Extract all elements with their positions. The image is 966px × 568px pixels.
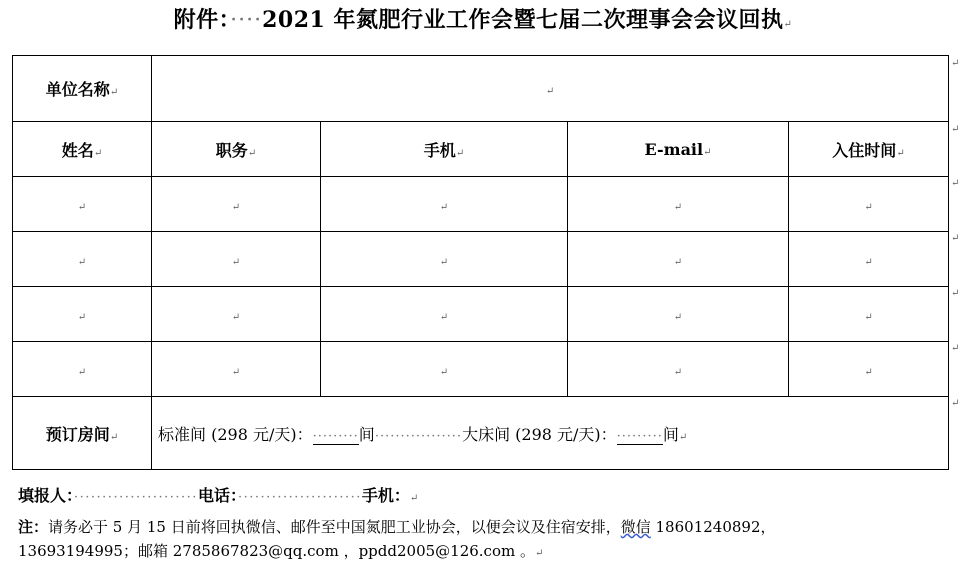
mobile-label: 手机： [361,486,410,505]
note-text-3: 13693194995；邮箱 2785867823@qq.com ，ppdd2005@126.com 。 [18,542,535,560]
row-end-mark-icon: ↵ [951,124,960,135]
wechat-label: 微信 [620,518,651,536]
table-row [13,287,949,342]
title-dots: ···· [230,8,263,33]
row-end-mark-icon: ↵ [951,58,960,69]
cell-mobile[interactable]: ↵ [321,177,568,232]
cell-position[interactable]: ↵ [152,232,321,287]
cell-name[interactable]: ↵ [13,177,152,232]
paragraph-mark-icon: ↵ [409,493,419,504]
cell-checkin-time[interactable]: ↵ [789,342,949,397]
double-room-label: 大床间 (298 元/天)： [462,424,617,444]
cell-mobile[interactable]: ↵ [321,232,568,287]
cell-email[interactable]: ↵ [568,177,789,232]
row-end-mark-icon: ↵ [951,398,960,409]
row-end-mark-icon: ↵ [951,178,960,189]
table-row [13,342,949,397]
reporter-info-line [18,483,418,506]
page-title [0,3,966,34]
cell-position[interactable]: ↵ [152,287,321,342]
receipt-form-table [12,55,949,470]
room-row [13,397,949,470]
cell-position[interactable]: ↵ [152,177,321,232]
header-checkin-time: 入住时间↵ [789,122,949,177]
standard-room-count-field[interactable]: ········· [312,428,359,444]
note-text-1: 请务必于 5 月 15 日前将回执微信、邮件至中国氮肥工业协会，以便会议及住宿安排， [48,518,621,536]
room-booking-cell [152,397,949,470]
unit-row [13,56,949,122]
header-mobile: 手机↵ [321,122,568,177]
cell-mobile[interactable]: ↵ [321,287,568,342]
row-end-mark-icon: ↵ [951,288,960,299]
paragraph-mark-icon: ↵ [783,19,793,30]
table-row [13,177,949,232]
phone-field[interactable]: ······················ [237,490,362,505]
cell-checkin-time[interactable]: ↵ [789,287,949,342]
double-room-count-field[interactable]: ········· [616,428,663,444]
unit-name-label: 单位名称↵ [13,56,152,122]
paragraph-mark-icon: ↵ [678,431,688,443]
notice-paragraph [18,515,948,566]
reporter-label: 填报人： [18,486,75,505]
row-end-mark-icon: ↵ [951,233,960,244]
cell-name[interactable]: ↵ [13,232,152,287]
cell-checkin-time[interactable]: ↵ [789,232,949,287]
cell-email[interactable]: ↵ [568,287,789,342]
phone-label: 电话： [197,486,238,505]
standard-room-label: 标准间 (298 元/天)： [158,424,313,444]
cell-position[interactable]: ↵ [152,342,321,397]
room-label: 预订房间↵ [13,397,152,470]
header-row [13,122,949,177]
title-main: 2021 年氮肥行业工作会暨七届二次理事会会议回执 [262,7,784,33]
row-end-mark-icon: ↵ [951,343,960,354]
header-name: 姓名↵ [13,122,152,177]
note-label: 注： [18,518,49,536]
paragraph-mark-icon: ↵ [534,548,544,559]
cell-email[interactable]: ↵ [568,342,789,397]
reporter-field[interactable]: ······················ [74,490,198,505]
double-room-unit: 间 [662,424,679,444]
standard-room-unit: 间 [358,424,375,444]
title-prefix: 附件： [173,7,231,33]
header-email: E-mail↵ [568,122,789,177]
cell-name[interactable]: ↵ [13,342,152,397]
table-row [13,232,949,287]
room-spacer-dots: ················· [374,428,463,444]
unit-name-field[interactable]: ↵ [152,56,949,122]
note-text-2: 18601240892， [650,518,776,536]
cell-checkin-time[interactable]: ↵ [789,177,949,232]
cell-mobile[interactable]: ↵ [321,342,568,397]
cell-email[interactable]: ↵ [568,232,789,287]
cell-name[interactable]: ↵ [13,287,152,342]
header-position: 职务↵ [152,122,321,177]
